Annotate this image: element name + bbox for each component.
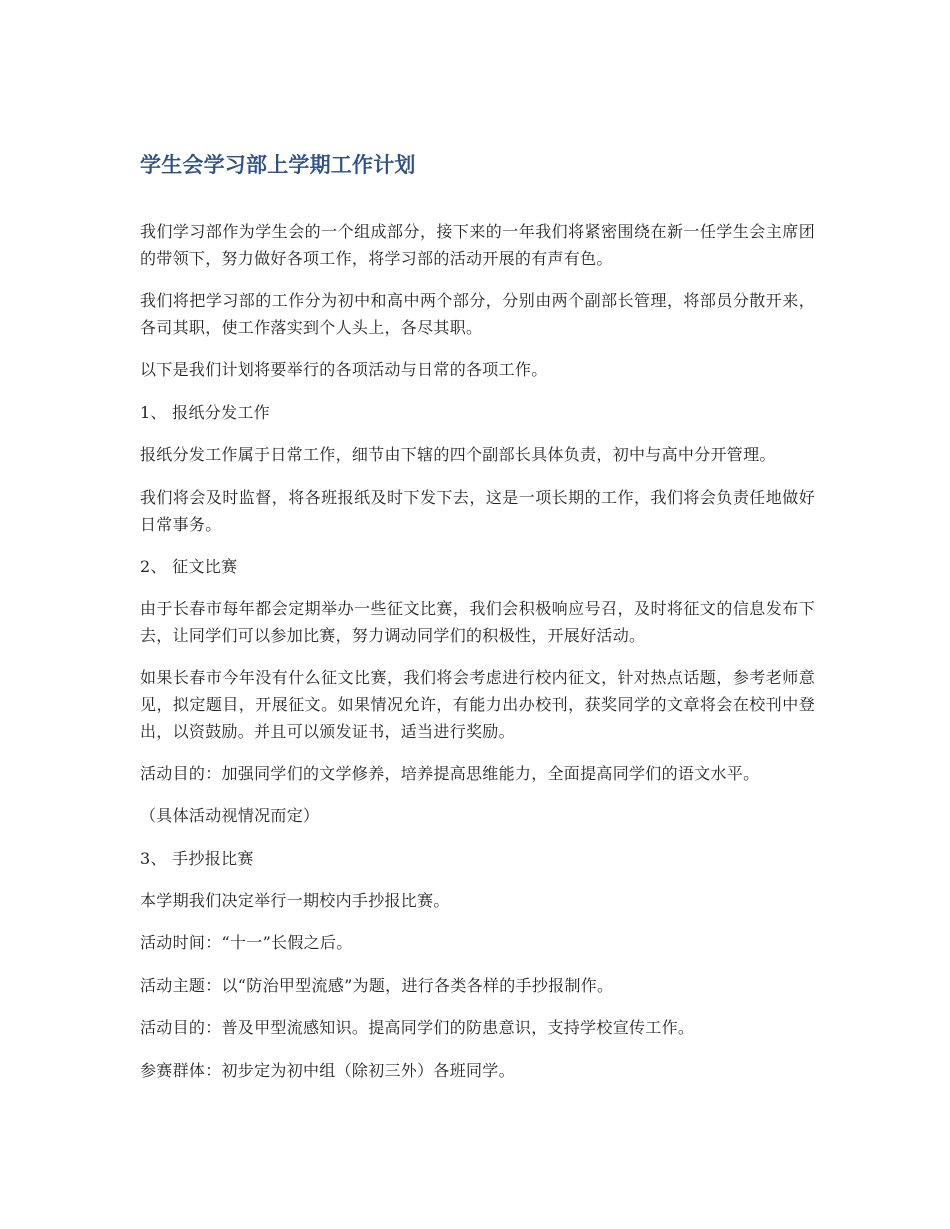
contest-participants: 参赛群体：初步定为初中组（除初三外）各班同学。 [140,1061,515,1080]
essay-paragraph: 由于长春市每年都会定期举办一些征文比赛，我们会积极响应号召，及时将征文的信息发布下去，让同学们可以参加比赛，努力调动同学们的积极性，开展好活动。 [140,599,815,645]
essay-goal-paragraph: 活动目的：加强同学们的文学修养，培养提高思维能力，全面提高同学们的语文水平。 [140,764,760,783]
structure-paragraph: 我们将把学习部的工作分为初中和高中两个部分，分别由两个副部长管理，将部员分散开来，各司其职，使工作落实到个人头上，各尽其职。 [140,291,815,337]
section-heading-essay: 2、 征文比赛 [140,557,238,576]
contest-intro-paragraph: 本学期我们决定举行一期校内手抄报比赛。 [140,891,450,910]
document-title: 学生会学习部上学期工作计划 [140,153,416,177]
section-heading-newspaper: 1、 报纸分发工作 [140,403,270,422]
contest-goal: 活动目的：普及甲型流感知识。提高同学们的防患意识，支持学校宣传工作。 [140,1018,695,1037]
section-heading-handwritten-newspaper: 3、 手抄报比赛 [140,849,254,868]
school-essay-paragraph: 如果长春市今年没有什么征文比赛，我们将会考虑进行校内征文，针对热点话题，参考老师意见，拟定题目，开展征文。如果情况允许，有能力出办校刊，获奖同学的文章将会在校刊中登出，以资鼓励。并且可以颁发证书，适当进行奖励。 [140,668,815,741]
contest-time: 活动时间：“十一”长假之后。 [140,933,353,952]
contest-theme: 活动主题：以“防治甲型流感”为题，进行各类各样的手抄报制作。 [140,976,614,995]
essay-note: （具体活动视情况而定） [140,806,320,825]
newspaper-paragraph: 报纸分发工作属于日常工作，细节由下辖的四个副部长具体负责，初中与高中分开管理。 [140,445,776,464]
supervision-paragraph: 我们将会及时监督，将各班报纸及时下发下去，这是一项长期的工作，我们将会负责任地做好日常事务。 [140,488,815,534]
intro-paragraph: 我们学习部作为学生会的一个组成部分，接下来的一年我们将紧密围绕在新一任学生会主席团的带领下，努力做好各项工作，将学习部的活动开展的有声有色。 [140,222,815,268]
overview-paragraph: 以下是我们计划将要举行的各项活动与日常的各项工作。 [140,360,548,379]
